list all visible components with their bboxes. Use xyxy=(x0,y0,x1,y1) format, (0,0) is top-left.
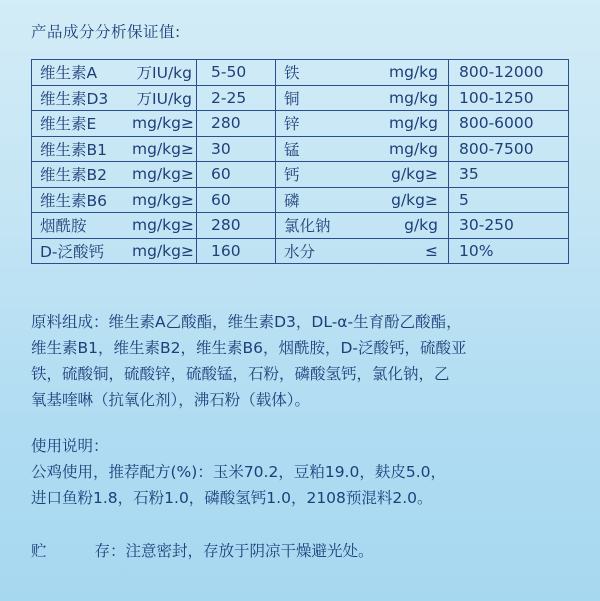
mineral-value: 5 xyxy=(449,187,569,213)
mineral-name: 锰 xyxy=(276,136,363,162)
mineral-value: 35 xyxy=(449,162,569,188)
mineral-name: 锌 xyxy=(276,111,363,137)
mineral-name: 磷 xyxy=(276,187,363,213)
storage-label-second: 存： xyxy=(94,542,126,560)
nutrient-value: 2-25 xyxy=(197,85,276,111)
mineral-name: 铜 xyxy=(276,85,363,111)
mineral-unit: ≤ xyxy=(362,238,449,264)
nutrient-unit: 万IU/kg xyxy=(126,85,197,111)
nutrient-name: 维生素B6 xyxy=(32,187,127,213)
mineral-unit: g/kg≥ xyxy=(362,187,449,213)
nutrient-unit: 万IU/kg xyxy=(126,60,197,86)
nutrient-value: 280 xyxy=(197,213,276,239)
nutrient-unit: mg/kg≥ xyxy=(126,187,197,213)
mineral-unit: mg/kg xyxy=(362,111,449,137)
nutrient-unit: mg/kg≥ xyxy=(126,136,197,162)
mineral-value: 800-6000 xyxy=(449,111,569,137)
nutrient-value: 60 xyxy=(197,162,276,188)
usage-line: 公鸡使用，推荐配方(%)：玉米70.2，豆粕19.0，麸皮5.0， xyxy=(31,463,446,481)
nutrient-value: 60 xyxy=(197,187,276,213)
ingredients-line: 维生素B1，维生素B2，维生素B6，烟酰胺，D-泛酸钙，硫酸亚 xyxy=(31,339,467,357)
nutrient-row xyxy=(32,187,569,213)
nutrient-name: D-泛酸钙 xyxy=(32,238,127,264)
nutrient-row xyxy=(32,213,569,239)
nutrient-name: 维生素B1 xyxy=(32,136,127,162)
nutrient-unit: mg/kg≥ xyxy=(126,111,197,137)
mineral-value: 30-250 xyxy=(449,213,569,239)
storage-text: 注意密封，存放于阴凉干燥避光处。 xyxy=(125,542,374,560)
mineral-unit: mg/kg xyxy=(362,85,449,111)
nutrient-row xyxy=(32,60,569,86)
storage-label-first: 贮 xyxy=(31,542,47,560)
mineral-name: 铁 xyxy=(276,60,363,86)
nutrient-name: 维生素D3 xyxy=(32,85,127,111)
storage-section xyxy=(31,538,374,564)
nutrient-value: 160 xyxy=(197,238,276,264)
mineral-value: 100-1250 xyxy=(449,85,569,111)
ingredients-line: 原料组成：维生素A乙酸酯，维生素D3，DL-α-生育酚乙酸酯， xyxy=(31,313,462,331)
nutrient-unit: mg/kg≥ xyxy=(126,238,197,264)
nutrient-table xyxy=(31,59,569,264)
nutrient-value: 5-50 xyxy=(197,60,276,86)
nutrient-row xyxy=(32,111,569,137)
mineral-unit: g/kg≥ xyxy=(362,162,449,188)
nutrient-value: 30 xyxy=(197,136,276,162)
mineral-value: 800-7500 xyxy=(449,136,569,162)
nutrient-name: 烟酰胺 xyxy=(32,213,127,239)
mineral-unit: mg/kg xyxy=(362,136,449,162)
mineral-value: 800-12000 xyxy=(449,60,569,86)
mineral-name: 氯化钠 xyxy=(276,213,363,239)
usage-heading: 使用说明： xyxy=(31,437,109,455)
ingredients-line: 氧基喹啉（抗氧化剂），沸石粉（载体）。 xyxy=(31,391,311,409)
nutrient-unit: mg/kg≥ xyxy=(126,213,197,239)
section-title-analysis: 产品成分分析保证值: xyxy=(31,23,181,41)
mineral-name: 钙 xyxy=(276,162,363,188)
nutrient-row xyxy=(32,162,569,188)
nutrient-name: 维生素A xyxy=(32,60,127,86)
nutrient-row xyxy=(32,238,569,264)
usage-line: 进口鱼粉1.8，石粉1.0，磷酸氢钙1.0，2108预混料2.0。 xyxy=(31,489,433,507)
nutrient-row xyxy=(32,136,569,162)
ingredients-line: 铁，硫酸铜，硫酸锌，硫酸锰，石粉，磷酸氢钙，氯化钠，乙 xyxy=(31,365,450,383)
nutrient-name: 维生素B2 xyxy=(32,162,127,188)
nutrient-unit: mg/kg≥ xyxy=(126,162,197,188)
ingredients-section xyxy=(31,309,467,413)
nutrient-row xyxy=(32,85,569,111)
mineral-unit: mg/kg xyxy=(362,60,449,86)
nutrient-name: 维生素E xyxy=(32,111,127,137)
mineral-unit: g/kg xyxy=(362,213,449,239)
mineral-value: 10% xyxy=(449,238,569,264)
mineral-name: 水分 xyxy=(276,238,363,264)
nutrient-value: 280 xyxy=(197,111,276,137)
usage-section xyxy=(31,433,446,511)
